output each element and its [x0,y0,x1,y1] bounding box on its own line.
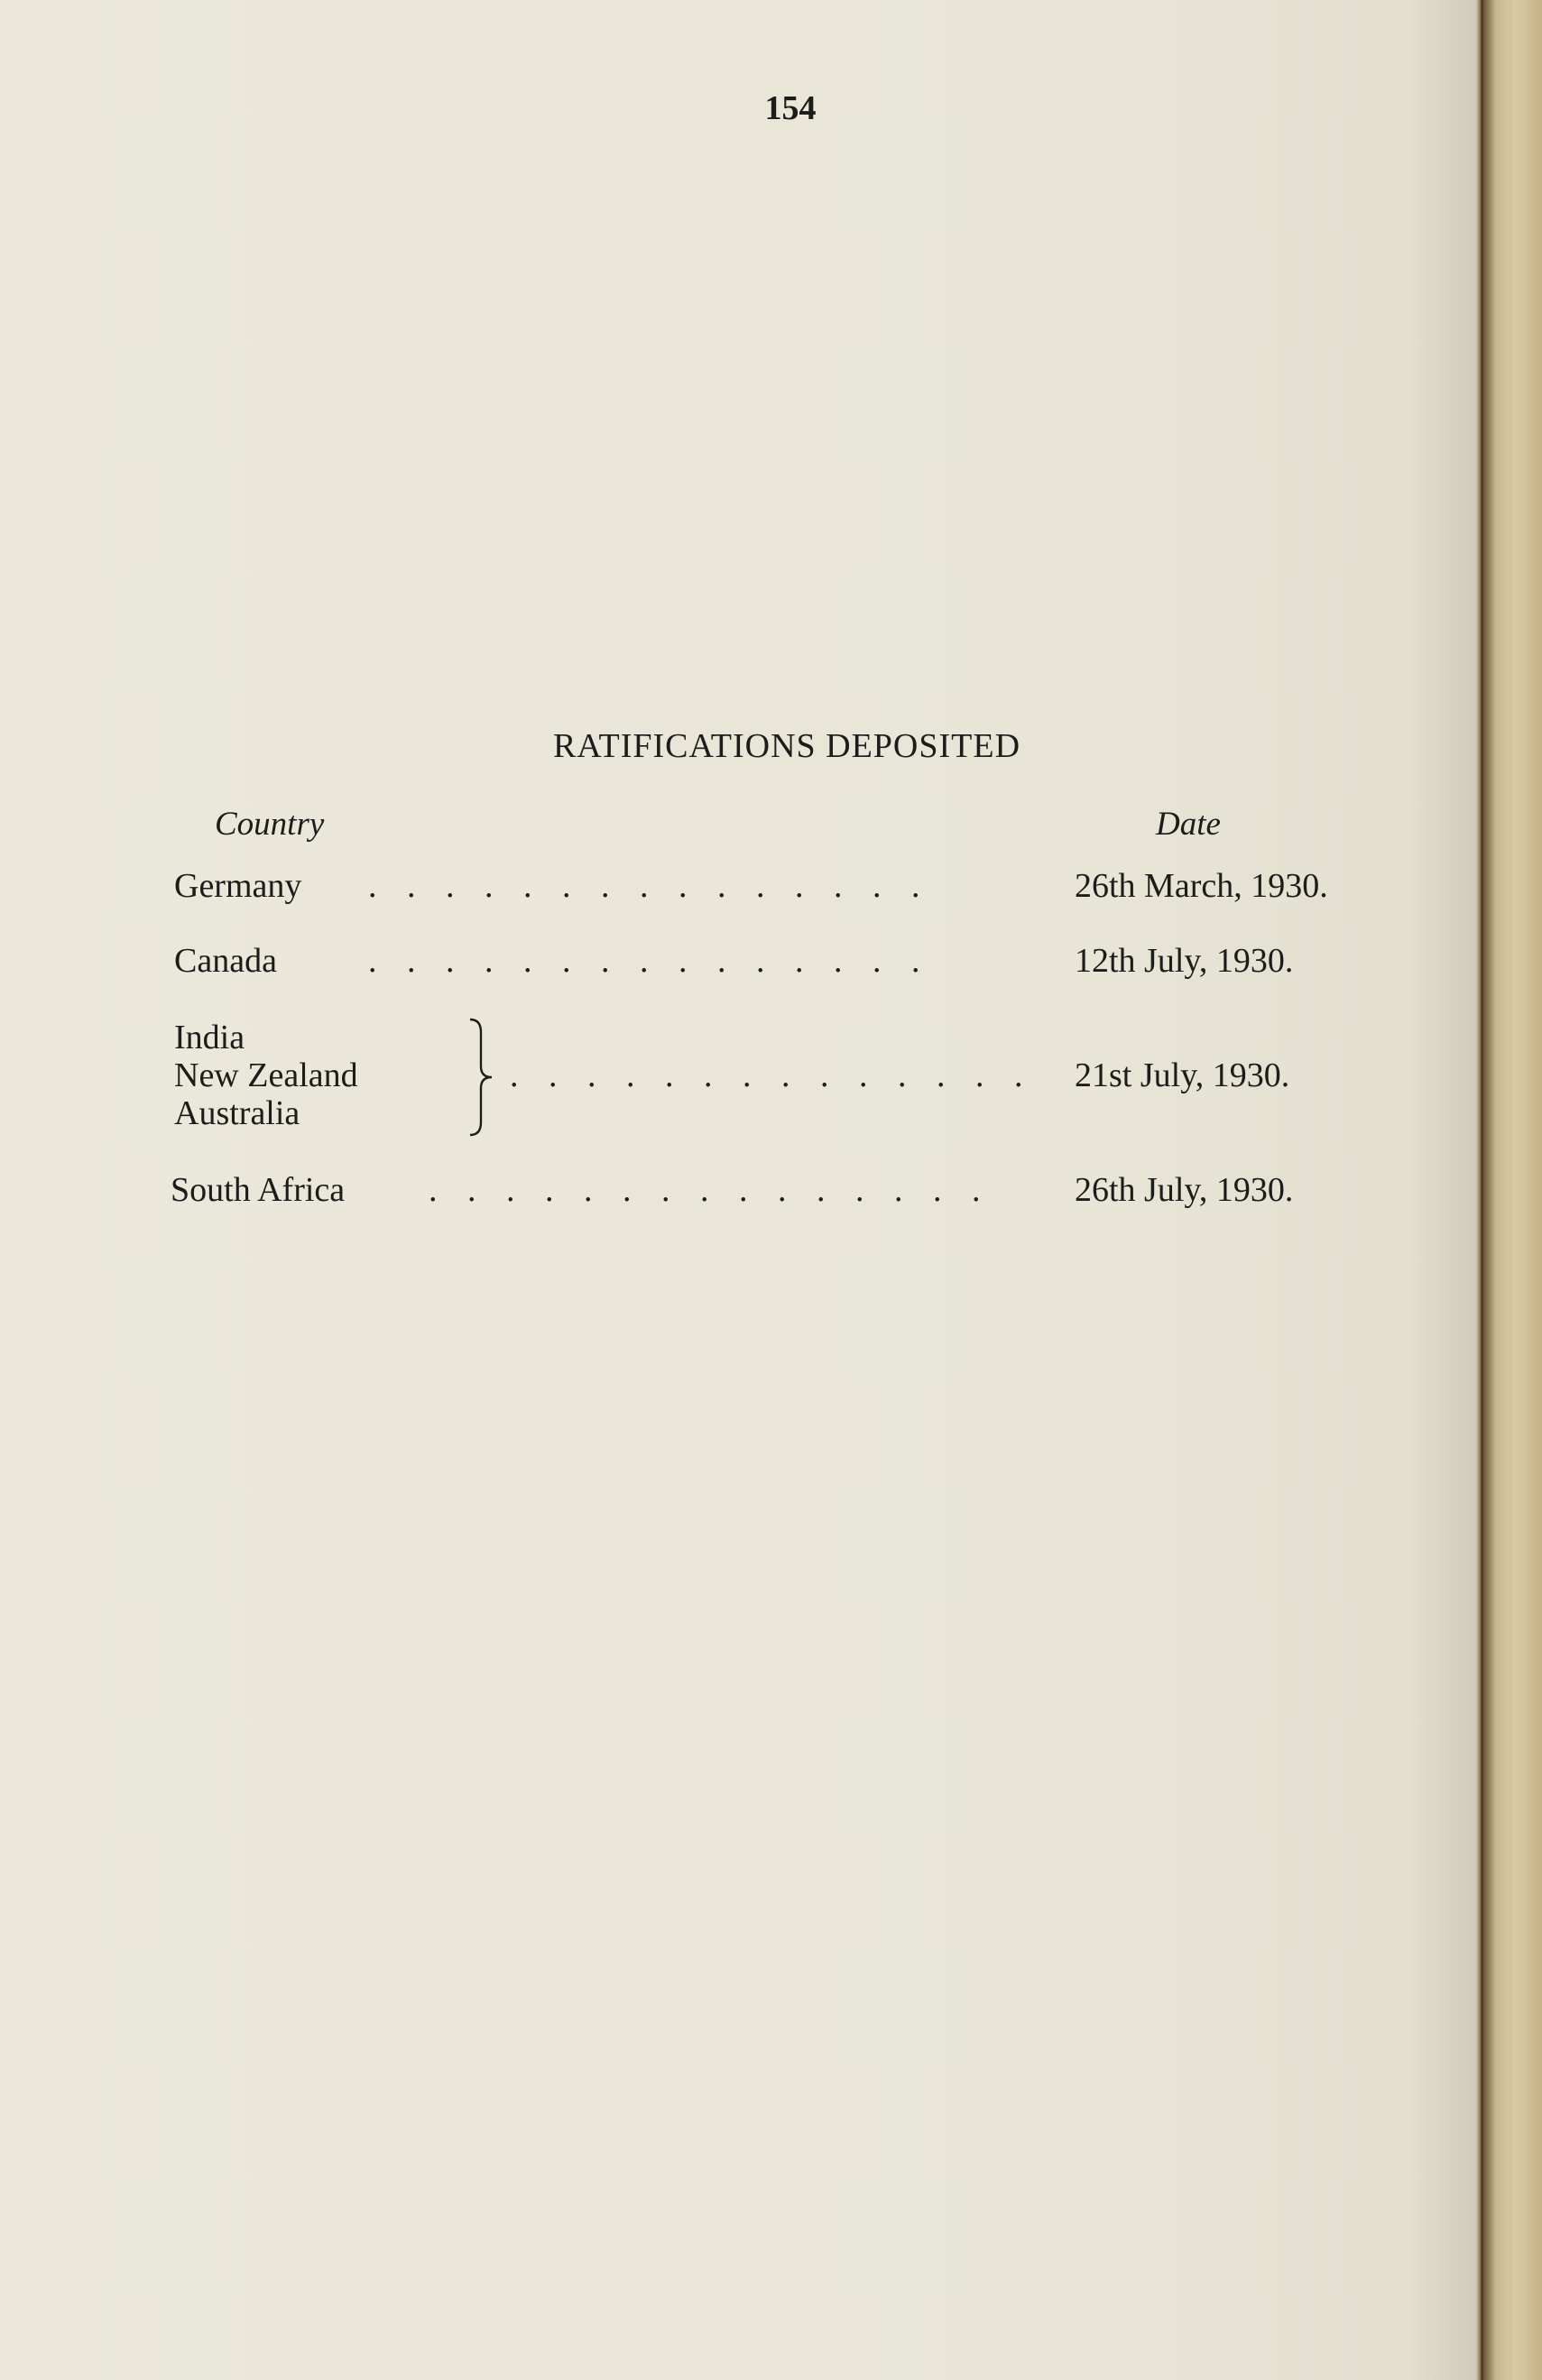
page-number: 154 [764,89,817,127]
column-header-country: Country [215,806,325,843]
country-name: South Africa [171,1171,346,1209]
ratification-date: 12th July, 1930. [1075,942,1294,980]
country-name: Canada [174,942,277,980]
section-heading: RATIFICATIONS DEPOSITED [552,727,1021,765]
bleed-through-text [99,162,1435,242]
grouping-brace-icon [465,1016,501,1139]
book-binding-edge [1476,0,1542,2380]
binding-shadow [1408,0,1480,2380]
country-name: India [174,1019,245,1056]
column-header-date: Date [1156,806,1221,843]
leader-dots: . . . . . . . . . . . . . . [510,1056,1034,1094]
leader-dots: . . . . . . . . . . . . . . . [429,1171,992,1209]
leader-dots: . . . . . . . . . . . . . . . [368,942,931,980]
country-name: New Zealand [174,1056,358,1094]
ratification-date: 21st July, 1930. [1075,1056,1290,1094]
country-name: Australia [174,1094,300,1132]
ratification-date: 26th March, 1930. [1075,867,1328,905]
ratification-date: 26th July, 1930. [1075,1171,1294,1209]
country-name: Germany [174,867,302,905]
leader-dots: . . . . . . . . . . . . . . . [368,867,931,905]
